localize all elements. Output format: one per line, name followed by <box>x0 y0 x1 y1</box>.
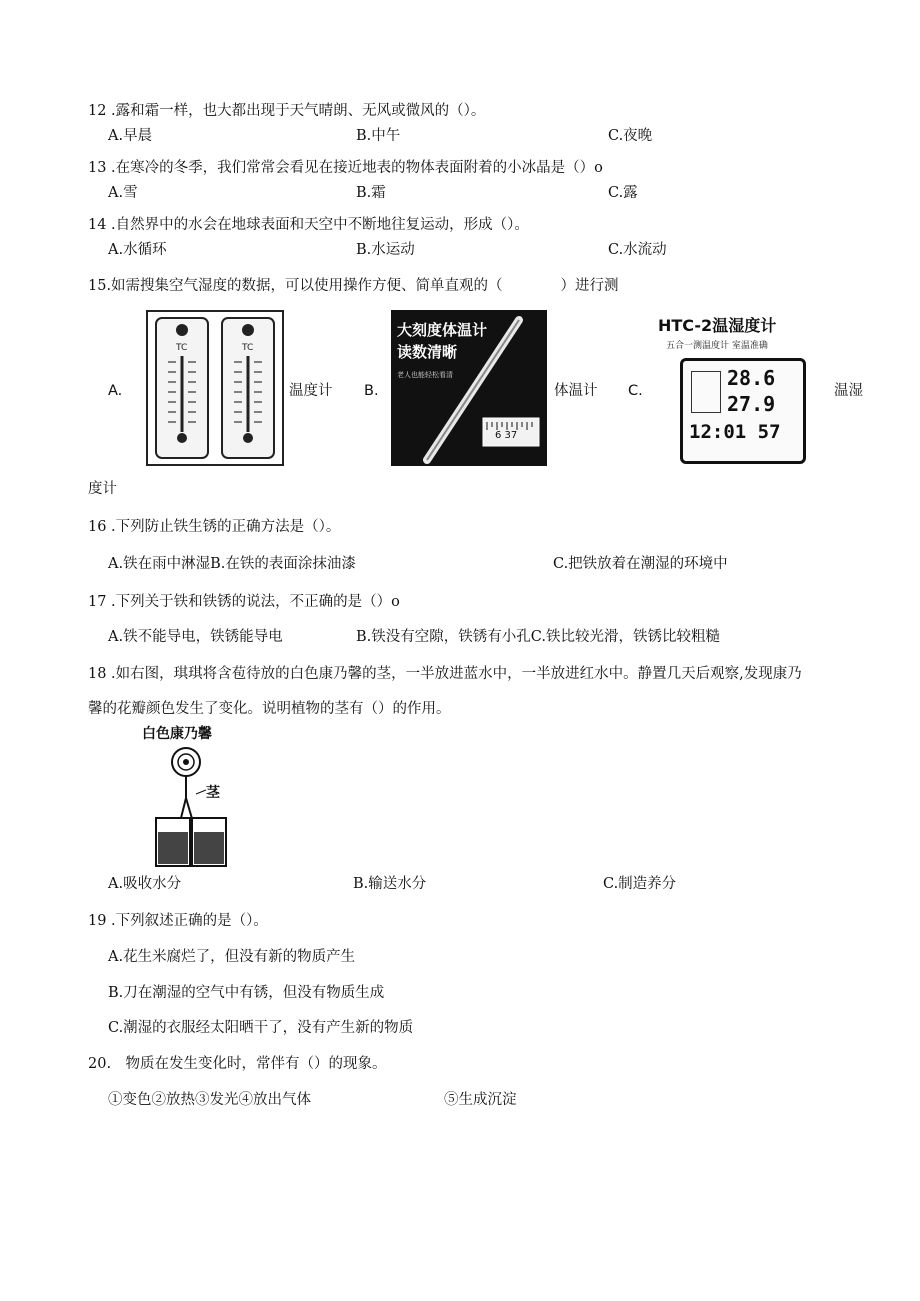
q13-option-b: B.霜 <box>356 185 386 201</box>
thermometer-caption-small: 老人也能轻松看清 <box>397 371 453 379</box>
q13-stem: 13 .在寒冷的冬季，我们常常会看见在接近地表的物体表面附着的小冰晶是（）o <box>88 160 603 176</box>
q12-option-c: C.夜晚 <box>608 128 653 144</box>
thermometer-image <box>391 310 547 466</box>
svg-text:TC: TC <box>176 343 188 353</box>
q20-options-1: ①变色②放热③发光④放出气体 <box>108 1092 311 1108</box>
thermometer-caption-1: 大刻度体温计 <box>397 321 488 339</box>
q15-option-c-letter: C. <box>628 383 643 399</box>
q19-stem: 19 .下列叙述正确的是（）。 <box>88 913 268 929</box>
q15-option-a-label: 温度计 <box>289 383 333 399</box>
q16-option-c: C.把铁放着在潮湿的环境中 <box>553 556 728 572</box>
meter-reading-2: 27.9 <box>727 392 776 416</box>
q15-option-b-label: 体温计 <box>554 383 598 399</box>
meter-subtitle: 五合一测温度计 室温准确 <box>666 341 768 351</box>
q15-option-c-label: 温湿 <box>834 383 863 399</box>
q12-option-b: B.中午 <box>356 128 401 144</box>
q20-stem: 20. 物质在发生变化时，常伴有（）的现象。 <box>88 1056 387 1072</box>
carnation-stem-label: 茎 <box>206 785 220 801</box>
q20-options-2: ⑤生成沉淀 <box>444 1092 517 1108</box>
meter-screen <box>680 358 806 464</box>
q16-stem: 16 .下列防止铁生锈的正确方法是（）。 <box>88 519 341 535</box>
q13-option-a: A.雪 <box>108 185 138 201</box>
thermometer-tube-icon <box>391 310 547 466</box>
q12-stem: 12 .露和霜一样，也大都出现于天气晴朗、无风或微风的（）。 <box>88 103 486 119</box>
q18-option-b: B.输送水分 <box>353 876 427 892</box>
q14-option-b: B.水运动 <box>356 242 415 258</box>
thermometer-scale-text: 6 37 <box>495 430 518 441</box>
meter-reading-1: 28.6 <box>727 366 776 390</box>
q18-stem-line1: 18 .如右图，琪琪将含苞待放的白色康乃馨的茎，一半放进蓝水中，一半放进红水中。静置几天后观察,发现康乃 <box>88 666 802 682</box>
q19-option-c: C.潮湿的衣服经太阳晒干了，没有产生新的物质 <box>108 1020 414 1036</box>
q16-option-ab: A.铁在雨中淋湿B.在铁的表面涂抹油漆 <box>108 556 356 572</box>
q15-option-b-letter: B. <box>364 383 379 399</box>
meter-title: HTC-2温湿度计 <box>658 316 777 335</box>
q13-option-c: C.露 <box>608 185 638 201</box>
q19-option-a: A.花生米腐烂了，但没有新的物质产生 <box>108 949 356 965</box>
q18-stem-line2: 馨的花瓣颜色发生了变化。说明植物的茎有（）的作用。 <box>88 701 451 717</box>
q17-stem: 17 .下列关于铁和铁锈的说法，不正确的是（）o <box>88 594 400 610</box>
q12-option-a: A.早晨 <box>108 128 153 144</box>
carnation-figure <box>152 746 232 872</box>
q19-option-b: B.刀在潮湿的空气中有锈，但没有物质生成 <box>108 985 385 1001</box>
carnation-figure-title: 白色康乃馨 <box>142 726 212 742</box>
q14-stem: 14 .自然界中的水会在地球表面和天空中不断地往复运动，形成（）。 <box>88 217 529 233</box>
temp-humidity-meter-image <box>654 314 826 464</box>
thermometer-caption-2: 读数清晰 <box>397 343 458 361</box>
q15-option-a-letter: A. <box>108 383 123 399</box>
meter-reading-3: 12:01 57 <box>689 421 781 443</box>
q17-option-bc: B.铁没有空隙，铁锈有小孔C.铁比较光滑，铁锈比较粗糙 <box>356 629 720 645</box>
q15-stem: 15.如需搜集空气湿度的数据，可以使用操作方便、简单直观的（ ）进行测 <box>88 278 619 294</box>
svg-text:TC: TC <box>242 343 254 353</box>
q15-continuation: 度计 <box>88 481 117 497</box>
meter-icon-box <box>691 371 721 413</box>
q18-option-c: C.制造养分 <box>603 876 677 892</box>
hygrometer-image <box>146 310 284 466</box>
q18-option-a: A.吸收水分 <box>108 876 182 892</box>
q17-option-a: A.铁不能导电，铁锈能导电 <box>108 629 283 645</box>
q14-option-c: C.水流动 <box>608 242 667 258</box>
q14-option-a: A.水循环 <box>108 242 167 258</box>
